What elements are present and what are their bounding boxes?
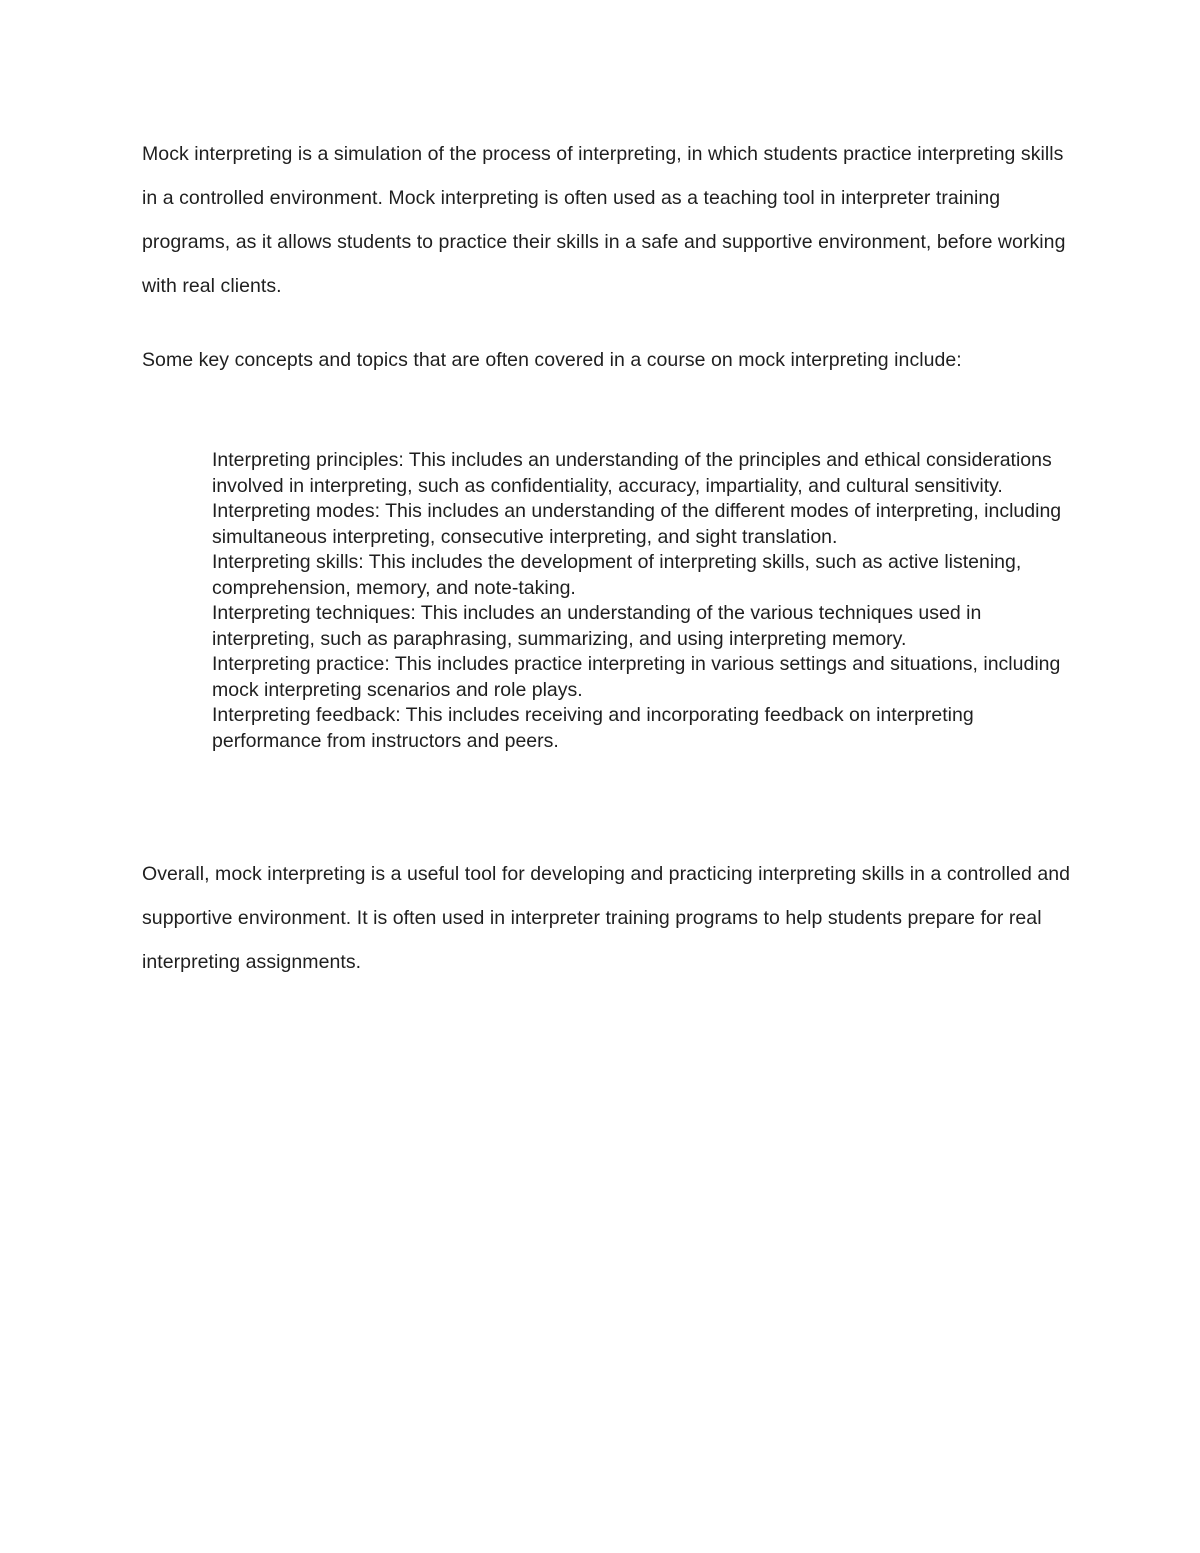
overall-paragraph: Overall, mock interpreting is a useful tool for developing and practicing interpreting skills in a controlled and supportive environment. It is often used in interpreter training programs to help students prepare for real interpreting assignments. <box>142 863 1071 973</box>
list-item: Interpreting techniques: This includes an understanding of the various techniques used in interpreting, such as paraphrasing, summarizing, and using interpreting memory. <box>212 602 982 650</box>
topics-list <box>212 448 1072 754</box>
list-item: Interpreting skills: This includes the development of interpreting skills, such as active listening, comprehension, memory, and note-taking. <box>212 551 1022 599</box>
topics-lead-paragraph: Some key concepts and topics that are often covered in a course on mock interpreting include: <box>142 349 962 371</box>
list-item: Interpreting practice: This includes practice interpreting in various settings and situations, including mock interpreting scenarios and role plays. <box>212 653 1061 701</box>
list-item: Interpreting principles: This includes an understanding of the principles and ethical considerations involved in interpreting, such as confidentiality, accuracy, impartiality, and cultural sensitivity. <box>212 449 1052 497</box>
list-item: Interpreting modes: This includes an understanding of the different modes of interpreting, including simultaneous interpreting, consecutive interpreting, and sight translation. <box>212 500 1062 548</box>
intro-paragraph: Mock interpreting is a simulation of the process of interpreting, in which students practice interpreting skills in a controlled environment. Mock interpreting is often used as a teaching tool in interpreter training programs, as it allows students to practice their skills in a safe and supportive environment, before working with real clients. <box>142 143 1066 297</box>
list-item: Interpreting feedback: This includes receiving and incorporating feedback on interpreting performance from instructors and peers. <box>212 704 974 752</box>
